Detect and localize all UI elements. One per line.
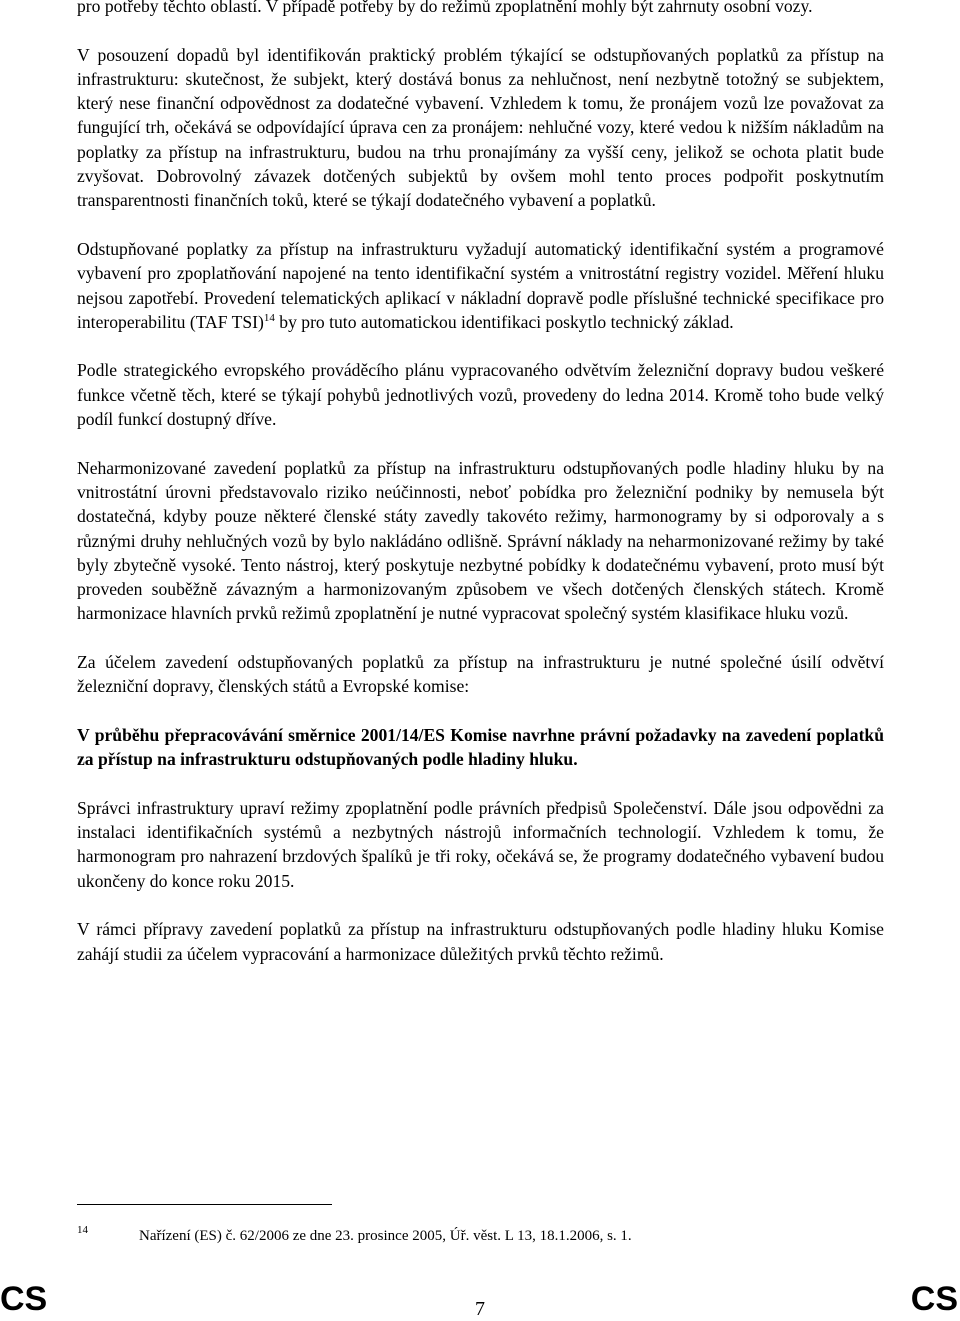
language-code-left: CS (0, 1280, 48, 1318)
paragraph-non-harmonised: Neharmonizované zavedení poplatků za přístup na infrastrukturu odstupňovaných podle hladiny hluku by na vnitrostátní úrovni představovalo riziko neúčinnosti, neboť pobídka pro železniční podniky by nemusela být dostatečná, kdyby pouze některé členské státy zavedly takovéto režimy, harmonogramy by si odporovaly a s různými druhy nehlučných vozů by bylo nakládáno odlišně. Správní náklady na neharmonizované režimy by také byly zbytečně vysoké. Tento nástroj, který poskytuje nezbytné pobídky k dodatečnému vybavení, proto musí být proveden souběžně závazným a harmonizovaným způsobem ve všech dotčených členských státech. Kromě harmonizace hlavních prvků režimů zpoplatnění je nutné vypracovat společný systém klasifikace hluku vozů. (77, 457, 884, 624)
paragraph-identification-tail: by pro tuto automatickou identifikaci poskytlo technický základ. (274, 311, 734, 332)
page-number: 7 (475, 1298, 485, 1320)
footnote-number: 14 (77, 1224, 88, 1236)
language-code-right: CS (910, 1280, 958, 1318)
paragraph-directive-bold: V průběhu přepracovávání směrnice 2001/14/ES Komise navrhne právní požadavky na zavedení poplatků za přístup na infrastrukturu odstupňovaných podle hladiny hluku. (77, 724, 884, 770)
paragraph-commission-study: V rámci přípravy zavedení poplatků za přístup na infrastrukturu odstupňovaných podle hladiny hluku Komise zahájí studii za účelem vypracování a harmonizace důležitých prvků těchto režimů. (77, 919, 884, 964)
paragraph-strategic-plan: Podle strategického evropského prováděcího plánu vypracovaného odvětvím železniční dopravy budou veškeré funkce včetně těch, které se týkají pohybů jednotlivých vozů, provedeny do ledna 2014. Kromě toho bude velký podíl funkcí dostupný dříve. (77, 360, 884, 430)
paragraph-infrastructure-managers: Správci infrastruktury upraví režimy zpoplatnění podle právních předpisů Společenství. Dále jsou odpovědni za instalaci identifikačních systémů a nezbytných nástrojů informačních technologií. Vzhledem k tomu, že harmonogram pro nahrazení brzdových špalíků je tři roky, očekává se, že programy dodatečného vybavení budou ukončeny do konce roku 2015. (77, 797, 884, 891)
paragraph-identification-system (77, 237, 884, 334)
footnote-separator (77, 1204, 332, 1205)
paragraph-joint-effort: Za účelem zavedení odstupňovaných poplatků za přístup na infrastrukturu je nutné společné úsilí odvětví železniční dopravy, členských států a Evropské komise: (77, 652, 884, 697)
paragraph-impact-assessment: V posouzení dopadů byl identifikován praktický problém týkající se odstupňovaných poplatků za přístup na infrastrukturu: skutečnost, že subjekt, který dostává bonus za nehlučnost, není nezbytně totožný se subjektem, který nese finanční odpovědnost za dodatečné vybavení. Vzhledem k tomu, že pronájem vozů lze považovat za fungující trh, očekává se odpovídající úprava cen za pronájem: nehlučné vozy, které vedou k nižším nákladům na poplatky za přístup na infrastrukturu, budou na trhu pronajímány za vyšší ceny, jelikož se ochota platit bude zvyšovat. Dobrovolný závazek dotčených subjektů by ovšem mohl tento proces podpořit poskytnutím transparentnosti finančních toků, které se týkají dodatečného vybavení a poplatků. (77, 44, 884, 211)
footnote-text: Nařízení (ES) č. 62/2006 ze dne 23. prosince 2005, Úř. věst. L 13, 18.1.2006, s. 1. (139, 1228, 632, 1244)
paragraph-identification-text: Odstupňované poplatky za přístup na infrastrukturu vyžadují automatický identifikační systém a programové vybavení pro zpoplatňování napojené na tento identifikační systém a vnitrostátní registry vozidel. Měření hluku nejsou zapotřebí. Provedení telematických aplikací v nákladní dopravě podle příslušné technické specifikace pro interoperabilitu (TAF TSI) (77, 238, 884, 332)
document-body (77, 0, 884, 966)
paragraph-continuation: pro potřeby těchto oblastí. V případě potřeby by do režimů zpoplatnění mohly být zahrnuty osobní vozy. (77, 0, 813, 16)
footnote-reference: 14 (263, 311, 275, 324)
